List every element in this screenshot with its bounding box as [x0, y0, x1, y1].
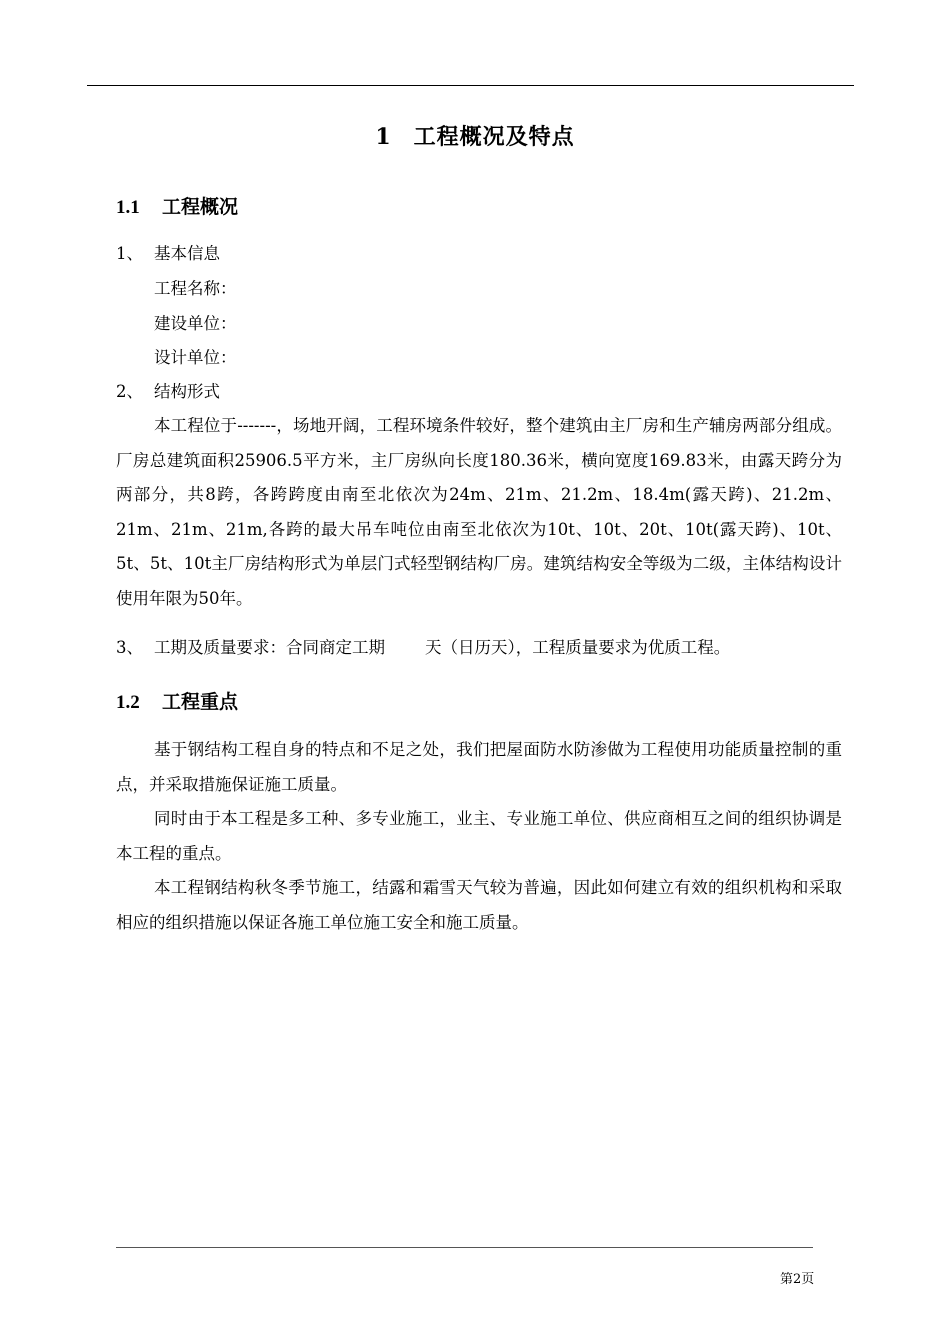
section-heading-1-2 [116, 687, 238, 714]
key-point-paragraph: 本工程钢结构秋冬季节施工，结露和霜雪天气较为普遍，因此如何建立有效的组织机构和采取相应的组织措施以保证各施工单位施工安全和施工质量。 [116, 878, 842, 932]
header-rule [87, 85, 854, 86]
list-item-basic-info [116, 243, 220, 265]
field-project-name: 工程名称： [154, 279, 237, 298]
field-designer: 设计单位： [154, 348, 237, 367]
key-point-paragraph: 基于钢结构工程自身的特点和不足之处，我们把屋面防水防渗做为工程使用功能质量控制的重点，并采取措施保证施工质量。 [116, 740, 842, 794]
list-item-number: 2、 [116, 382, 143, 401]
schedule-text-after: 天（日历天），工程质量要求为优质工程。 [425, 638, 731, 657]
field-builder: 建设单位： [154, 314, 237, 333]
page-number: 第2页 [780, 1272, 815, 1287]
section-title: 工程重点 [162, 691, 239, 713]
schedule-text-before: 工期及质量要求：合同商定工期 [154, 638, 385, 657]
key-point-paragraph: 同时由于本工程是多工种、多专业施工，业主、专业施工单位、供应商相互之间的组织协调是本工程的重点。 [116, 809, 842, 863]
key-points-block [116, 733, 842, 940]
chapter-title: 工程概况及特点 [413, 124, 575, 150]
chapter-heading [0, 120, 950, 151]
structure-paragraph-block [116, 409, 842, 616]
section-title: 工程概况 [162, 196, 239, 218]
chapter-number: 1 [375, 124, 392, 150]
list-item-structure [116, 381, 220, 403]
section-number: 1.1 [116, 197, 140, 218]
section-heading-1-1 [116, 192, 238, 219]
list-item-number: 3、 [116, 638, 143, 657]
list-item-label: 结构形式 [154, 382, 220, 401]
footer-rule [116, 1247, 813, 1248]
list-item-number: 1、 [116, 244, 143, 263]
list-item-label: 基本信息 [154, 244, 220, 263]
list-item-schedule-quality [116, 637, 730, 659]
section-number: 1.2 [116, 692, 140, 713]
structure-paragraph: 本工程位于-------，场地开阔，工程环境条件较好，整个建筑由主厂房和生产辅房两部分组成。厂房总建筑面积25906.5平方米，主厂房纵向长度180.36米，横向宽度169.83米，由露天跨分为两部分，共8跨，各跨跨度由南至北依次为24m、21m、21.2m、18.4m(露天跨)、21.2m、21m、21m、21m,各跨的最大吊车吨位由南至北依次为10t、10t、20t、10t(露天跨)、10t、5t、5t、10t主厂房结构形式为单层门式轻型钢结构厂房。建筑结构安全等级为二级，主体结构设计使用年限为50年。 [116, 416, 842, 608]
